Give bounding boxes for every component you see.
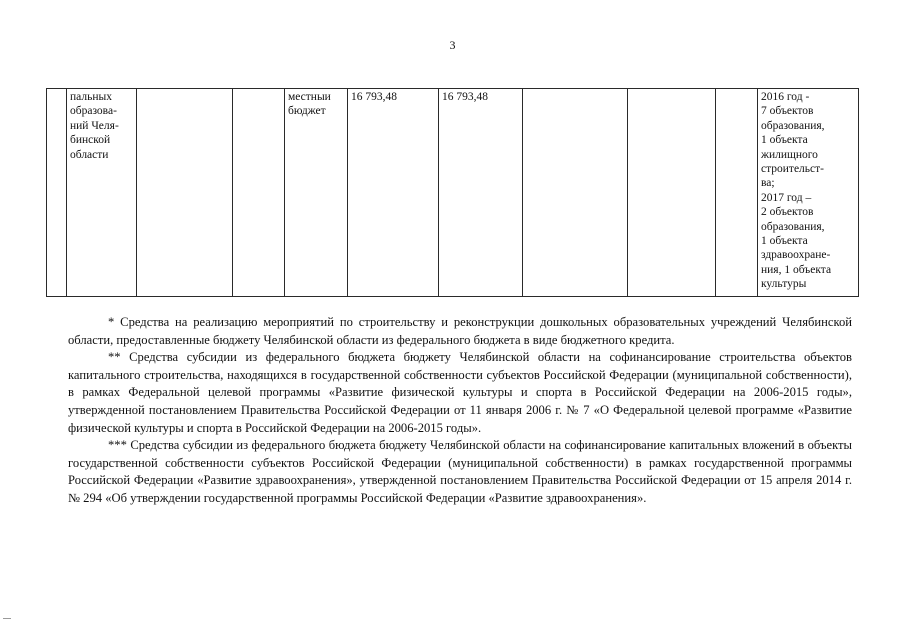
footnote-3: *** Средства субсидии из федерального бюджета бюджету Челябинской области на софинансирование капитальных вложений в объекты государственной собственности субъектов Российской Федерации (муниципальной собственности) в рамках государственной программы Российской Федерации «Развитие здравоохранения», утвержденной постановлением Правительства Российской Федерации от 15 апреля 2014 г. № 294 «Об утверждении государственной программы Российской Федерации «Развитие здравоохранения».: [68, 438, 852, 505]
scan-mark: [3, 618, 11, 619]
table-cell-empty: [137, 89, 233, 297]
page-number: 3: [449, 38, 456, 52]
table-cell-empty: [716, 89, 758, 297]
table-cell-source: местныи бюджет: [285, 89, 348, 297]
table-cell-amount-total: 16 793,48: [348, 89, 439, 297]
budget-table: [46, 88, 859, 297]
footnote-2: ** Средства субсидии из федерального бюджета бюджету Челябинской области на софинансирование строительства объектов капитального строительства, находящихся в государственной собственности субъектов Российской Федерации (муниципальной собственности), в рамках Федеральной целевой программы «Развитие физической культуры и спорта в Российской Федерации на 2006-2015 годы», утвержденной постановлением Правительства Российской Федерации от 11 января 2006 г. № 7 «О Федеральной целевой программе «Развитие физической культуры и спорта в Российской Федерации на 2006-2015 годы».: [68, 350, 852, 435]
table-cell-empty: [523, 89, 628, 297]
footnotes: [68, 314, 852, 508]
table-cell-index: [47, 89, 67, 297]
table-cell-empty: [628, 89, 716, 297]
table-cell-recipient: пальных образова- ний Челя- бинской области: [67, 89, 137, 297]
footnote-1: * Средства на реализацию мероприятий по строительству и реконструкции дошкольных образовательных учреждений Челябинской области, предоставленные бюджету Челябинской области из федерального бюджета в виде бюджетного кредита.: [68, 315, 852, 347]
table-row: [47, 89, 859, 297]
table-cell-empty: [233, 89, 285, 297]
table-cell-result: 2016 год - 7 объектов образования, 1 объекта жилищного строительст- ва; 2017 год – 2 объектов образования, 1 объекта здравоохране- ния, 1 объекта культуры: [758, 89, 859, 297]
table-cell-amount-year: 16 793,48: [439, 89, 523, 297]
